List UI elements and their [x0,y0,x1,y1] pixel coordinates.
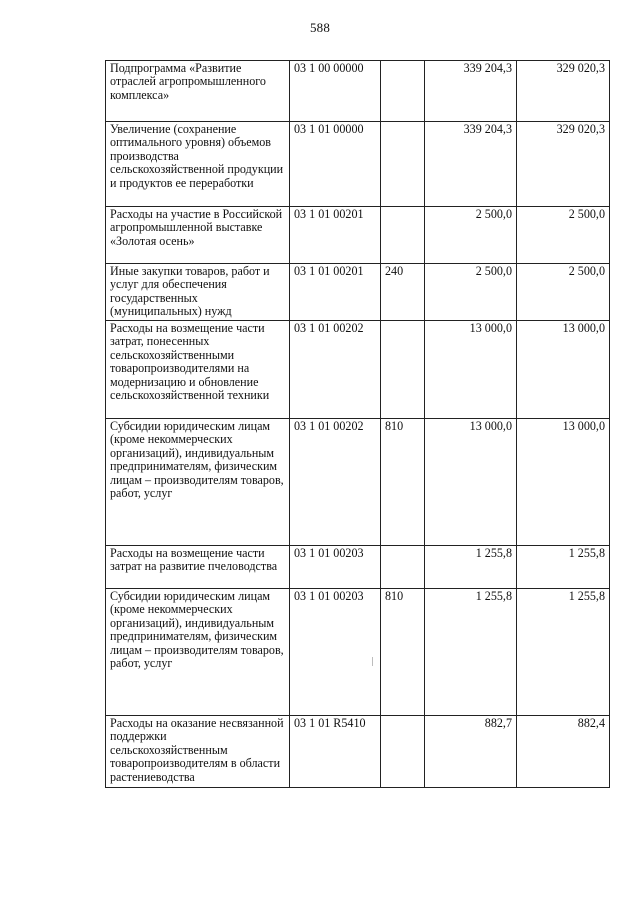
row-name: Расходы на участие в Российской агропромышленной выставке «Золотая осень» [106,207,290,264]
row-code: 03 1 01 00203 [290,589,381,716]
row-code: 03 1 01 00202 [290,321,381,419]
row-name: Иные закупки товаров, работ и услуг для обеспечения государственных (муниципальных) нужд [106,264,290,321]
row-value-2: 329 020,3 [517,122,610,207]
page-number: 588 [309,20,331,35]
table-row [106,716,610,788]
table-row [106,419,610,546]
row-value-1: 1 255,8 [425,546,517,589]
row-value-2: 882,4 [517,716,610,788]
row-code: 03 1 00 00000 [290,61,381,122]
table-row [106,122,610,207]
row-value-2: 1 255,8 [517,589,610,716]
row-value-1: 13 000,0 [425,321,517,419]
row-value-1: 13 000,0 [425,419,517,546]
row-code: 03 1 01 R5410 [290,716,381,788]
table-row [106,264,610,321]
table-row [106,61,610,122]
row-expense-type: 810 [381,589,425,716]
row-name: Субсидии юридическим лицам (кроме некоммерческих организаций), индивидуальным предпринимателям, физическим лицам – производителям товаров, работ, услуг [106,419,290,546]
row-value-2: 1 255,8 [517,546,610,589]
row-name: Расходы на возмещение части затрат, понесенных сельскохозяйственными товаропроизводителями на модернизацию и обновление сельскохозяйственной техники [106,321,290,419]
row-code: 03 1 01 00202 [290,419,381,546]
budget-table [105,60,610,788]
row-expense-type [381,546,425,589]
row-name: Субсидии юридическим лицам (кроме некоммерческих организаций), индивидуальным предпринимателям, физическим лицам – производителям товаров, работ, услуг [106,589,290,716]
row-value-2: 13 000,0 [517,321,610,419]
row-code: 03 1 01 00000 [290,122,381,207]
row-expense-type [381,207,425,264]
row-value-1: 339 204,3 [425,61,517,122]
row-value-1: 2 500,0 [425,207,517,264]
row-value-1: 882,7 [425,716,517,788]
table-row [106,589,610,716]
row-expense-type [381,321,425,419]
row-name: Расходы на возмещение части затрат на развитие пчеловодства [106,546,290,589]
row-value-2: 2 500,0 [517,207,610,264]
scan-mark [372,657,373,666]
row-value-1: 1 255,8 [425,589,517,716]
table-row [106,207,610,264]
row-value-2: 13 000,0 [517,419,610,546]
row-code: 03 1 01 00201 [290,207,381,264]
table-row [106,546,610,589]
row-expense-type [381,716,425,788]
row-expense-type: 810 [381,419,425,546]
row-expense-type [381,61,425,122]
row-value-2: 2 500,0 [517,264,610,321]
budget-table-body [106,61,610,788]
row-value-1: 339 204,3 [425,122,517,207]
row-name: Расходы на оказание несвязанной поддержки сельскохозяйственным товаропроизводителям в области растениеводства [106,716,290,788]
row-code: 03 1 01 00201 [290,264,381,321]
table-row [106,321,610,419]
row-name: Увеличение (сохранение оптимального уровня) объемов производства сельскохозяйственной продукции и продуктов ее переработки [106,122,290,207]
row-expense-type: 240 [381,264,425,321]
row-code: 03 1 01 00203 [290,546,381,589]
row-expense-type [381,122,425,207]
row-name: Подпрограмма «Развитие отраслей агропромышленного комплекса» [106,61,290,122]
row-value-2: 329 020,3 [517,61,610,122]
row-value-1: 2 500,0 [425,264,517,321]
